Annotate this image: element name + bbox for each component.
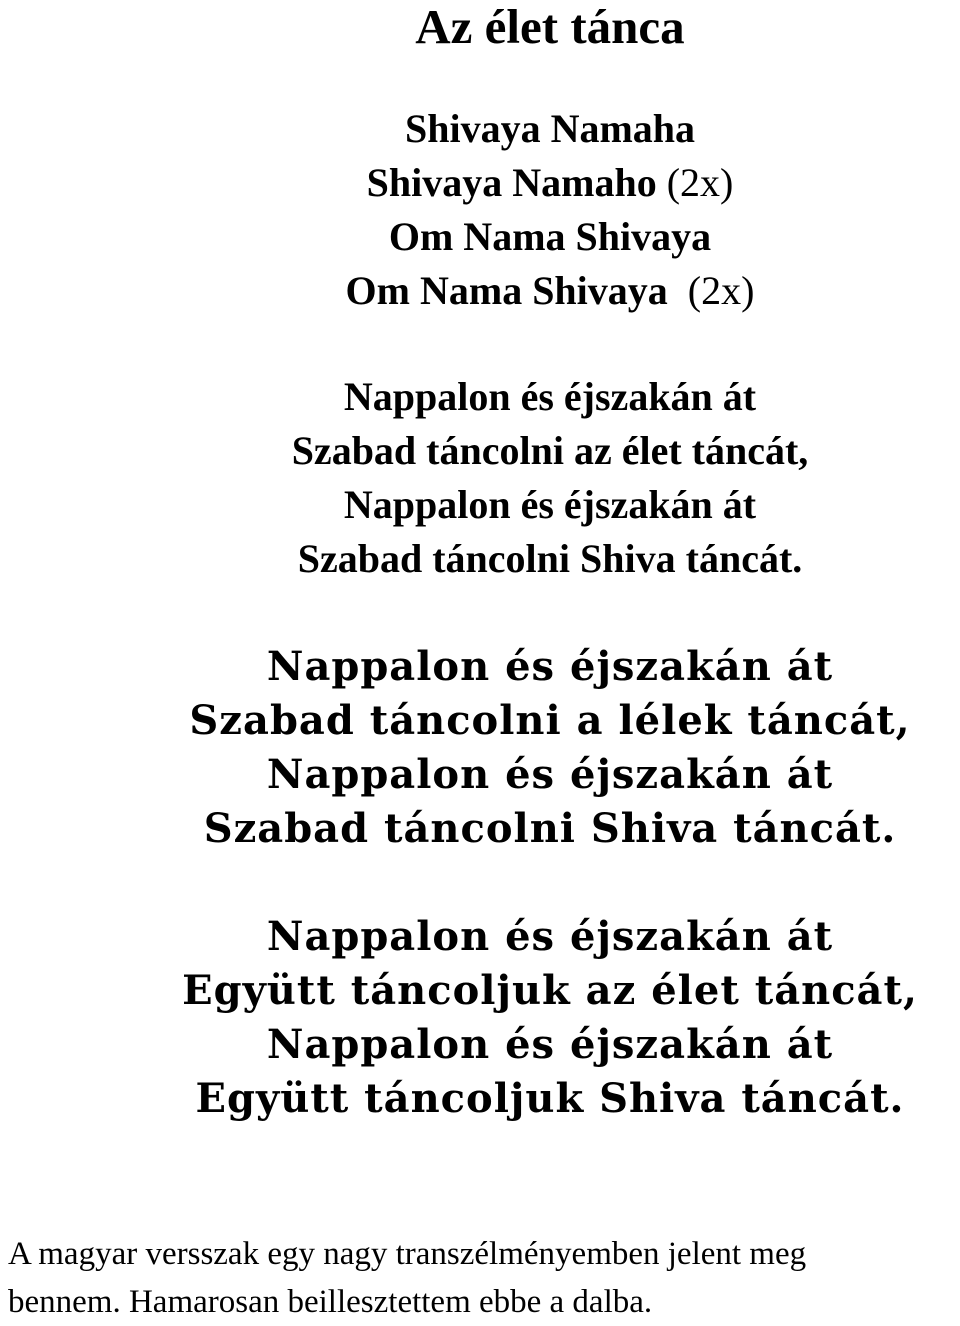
author-note-line: A magyar versszak egy nagy transzélményemben jelent meg — [8, 1236, 807, 1272]
repeat-marker: (2x) — [667, 268, 755, 313]
verse-line: Szabad táncolni Shiva táncát. — [297, 536, 803, 581]
verse-line: Nappalon és éjszakán át — [266, 913, 834, 960]
verse-line: Nappalon és éjszakán át — [266, 643, 834, 690]
verse-line: Nappalon és éjszakán át — [266, 1021, 834, 1068]
mantra-line: Om Nama Shivaya — [388, 214, 712, 259]
verse-line: Szabad táncolni Shiva táncát. — [203, 805, 897, 852]
song-title: Az élet tánca — [415, 0, 685, 54]
verse-line: Szabad táncolni a lélek táncát, — [189, 697, 911, 744]
repeat-marker: (2x) — [656, 160, 734, 205]
verse-line: Együtt táncoljuk az élet táncát, — [182, 967, 918, 1014]
verse-line: Nappalon és éjszakán át — [343, 374, 757, 419]
verse-stanza-2 — [0, 640, 960, 856]
verse-line: Együtt táncoljuk Shiva táncát. — [195, 1075, 905, 1122]
verse-line: Nappalon és éjszakán át — [343, 482, 757, 527]
verse-stanza-1 — [0, 370, 960, 586]
mantra-line: Shivaya Namaha — [404, 106, 696, 151]
author-note — [8, 1230, 956, 1326]
author-note-line: bennem. Hamarosan beillesztettem ebbe a dalba. — [8, 1284, 653, 1320]
mantra-stanza — [0, 102, 960, 318]
verse-line: Szabad táncolni az élet táncát, — [291, 428, 809, 473]
mantra-line: Shivaya Namaho (2x) — [366, 160, 734, 205]
mantra-line: Om Nama Shivaya (2x) — [345, 268, 755, 313]
verse-stanza-3 — [0, 910, 960, 1126]
verse-line: Nappalon és éjszakán át — [266, 751, 834, 798]
